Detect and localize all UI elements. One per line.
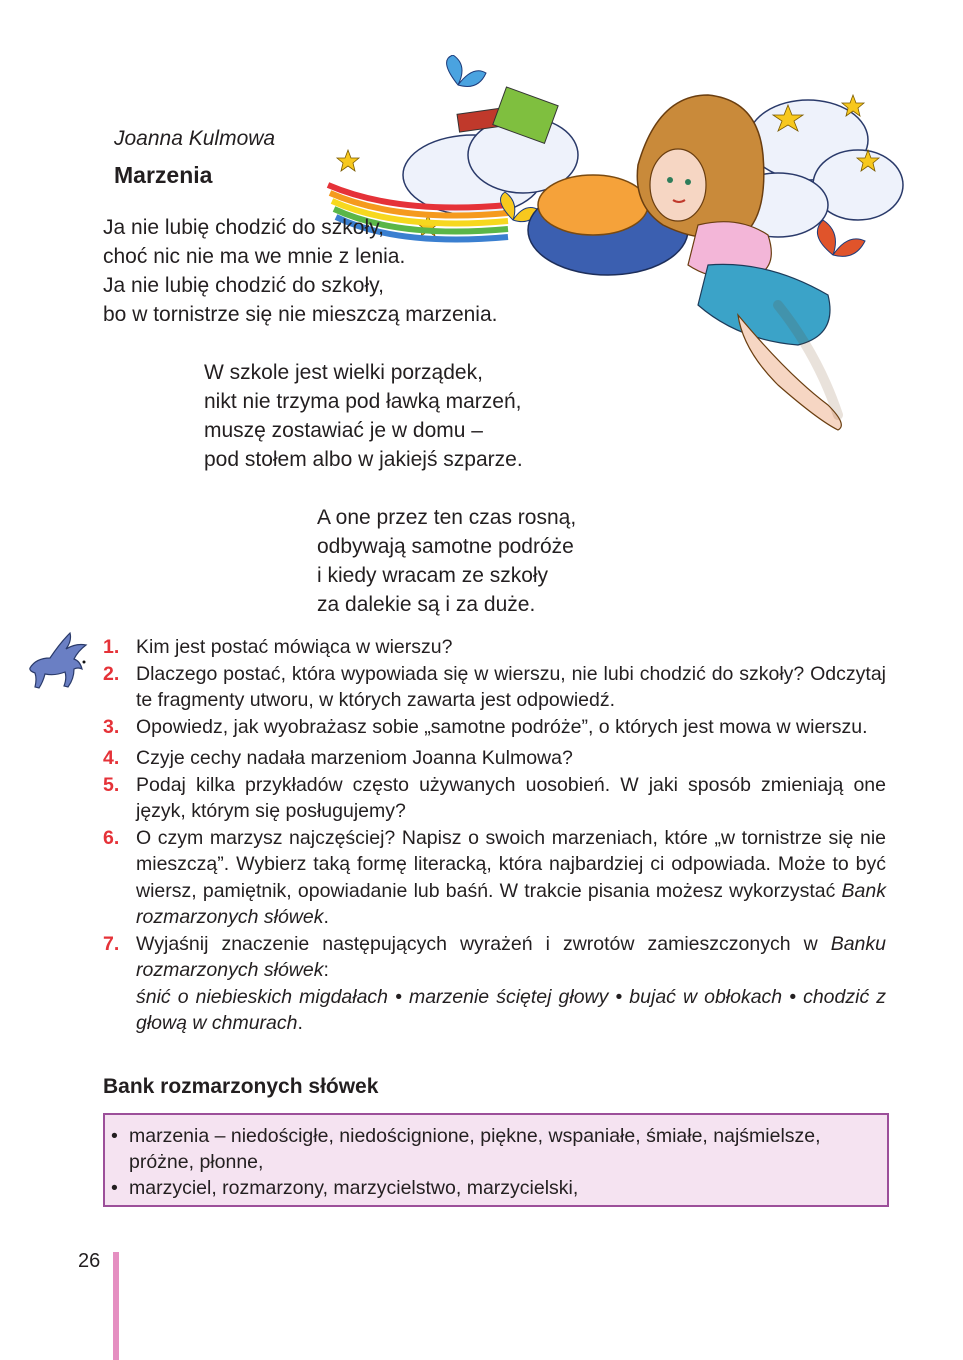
bank-item-text: marzyciel, rozmarzony, marzycielstwo, marzycielski, (129, 1177, 579, 1199)
task-item (103, 714, 886, 741)
word-bank-box (103, 1113, 889, 1207)
task-text: Wyjaśnij znaczenie następujących wyrażeń i zwrotów zamieszczonych w Banku rozmarzonych słówek: śnić o niebieskich migdałach • marzenie ściętej głowy • bujać w obłokach • chodzić z głową w chmurach. (136, 932, 886, 1034)
task-list (103, 634, 886, 1037)
poem-line: muszę zostawiać je w domu – (204, 419, 483, 442)
page-number: 26 (78, 1250, 101, 1272)
task-item (103, 825, 886, 931)
poem-line: Ja nie lubię chodzić do szkoły, (103, 216, 384, 239)
task-text: Opowiedz, jak wyobrażasz sobie „samotne podróże”, o których jest mowa w wierszu. (136, 715, 868, 738)
poem-line: bo w tornistrze się nie mieszczą marzenia. (103, 303, 498, 326)
task-phrases: śnić o niebieskich migdałach • marzenie ściętej głowy • bujać w obłokach • chodzić z głową w chmurach (136, 985, 886, 1034)
task-number: 5. (103, 773, 120, 796)
task-item (103, 772, 886, 825)
poem-stanza (317, 503, 576, 619)
poem-line: i kiedy wracam ze szkoły (317, 564, 549, 587)
poem-line: pod stołem albo w jakiejś szparze. (204, 448, 523, 471)
task-number: 2. (103, 662, 120, 685)
bank-list-item (111, 1123, 883, 1175)
poem-line: nikt nie trzyma pod ławką marzeń, (204, 390, 522, 413)
task-item (103, 931, 886, 1037)
poem-stanza (103, 213, 497, 329)
poem-stanza (204, 358, 523, 474)
poem-line: choć nic nie ma we mnie z lenia. (103, 245, 406, 268)
pegasus-icon (18, 628, 102, 698)
poem-author: Joanna Kulmowa (114, 127, 276, 150)
bank-heading: Bank rozmarzonych słówek (103, 1075, 379, 1098)
poem-line: Ja nie lubię chodzić do szkoły, (103, 274, 384, 297)
task-item (103, 634, 886, 661)
task-number: 3. (103, 715, 120, 738)
task-item (103, 661, 886, 714)
bank-list-item (111, 1175, 883, 1201)
task-text: Dlaczego postać, która wypowiada się w wierszu, nie lubi chodzić do szkoły? Odczytaj te fragmenty utworu, w których zawarta jest odpowiedź. (136, 662, 886, 711)
task-number: 4. (103, 747, 120, 769)
task-text: O czym marzysz najczęściej? Napisz o swoich marzeniach, które „w tornistrze się nie mieszczą”. Wybierz taką formę literacką, która najbardziej ci odpowiada. Może to być wiersz, pamiętnik, opowiadanie lub baśń. W trakcie pisania możesz wykorzystać Bank rozmarzonych słówek. (136, 826, 886, 928)
bullet-icon: • (111, 1125, 118, 1147)
task-number: 6. (103, 826, 120, 849)
bullet-icon: • (111, 1177, 118, 1199)
task-number: 1. (103, 636, 120, 658)
poem-line: odbywają samotne podróże (317, 535, 574, 558)
task-text: Podaj kilka przykładów często używanych uosobień. W jaki sposób zmieniają one język, którym się posługujemy? (136, 773, 886, 822)
task-number: 7. (103, 932, 120, 955)
poem-line: za dalekie są i za duże. (317, 593, 536, 616)
task-text: Czyje cechy nadała marzeniom Joanna Kulmowa? (136, 747, 573, 769)
bank-item-text: marzenia – niedościgłe, niedoścignione, piękne, wspaniałe, śmiałe, najśmielsze, próżne, płonne, (129, 1125, 821, 1173)
page-margin-bar (113, 1252, 119, 1360)
poem-title: Marzenia (114, 162, 213, 188)
task-item (103, 745, 886, 772)
task-text: Kim jest postać mówiąca w wierszu? (136, 636, 453, 658)
poem-line: A one przez ten czas rosną, (317, 506, 577, 529)
poem-line: W szkole jest wielki porządek, (204, 361, 483, 384)
